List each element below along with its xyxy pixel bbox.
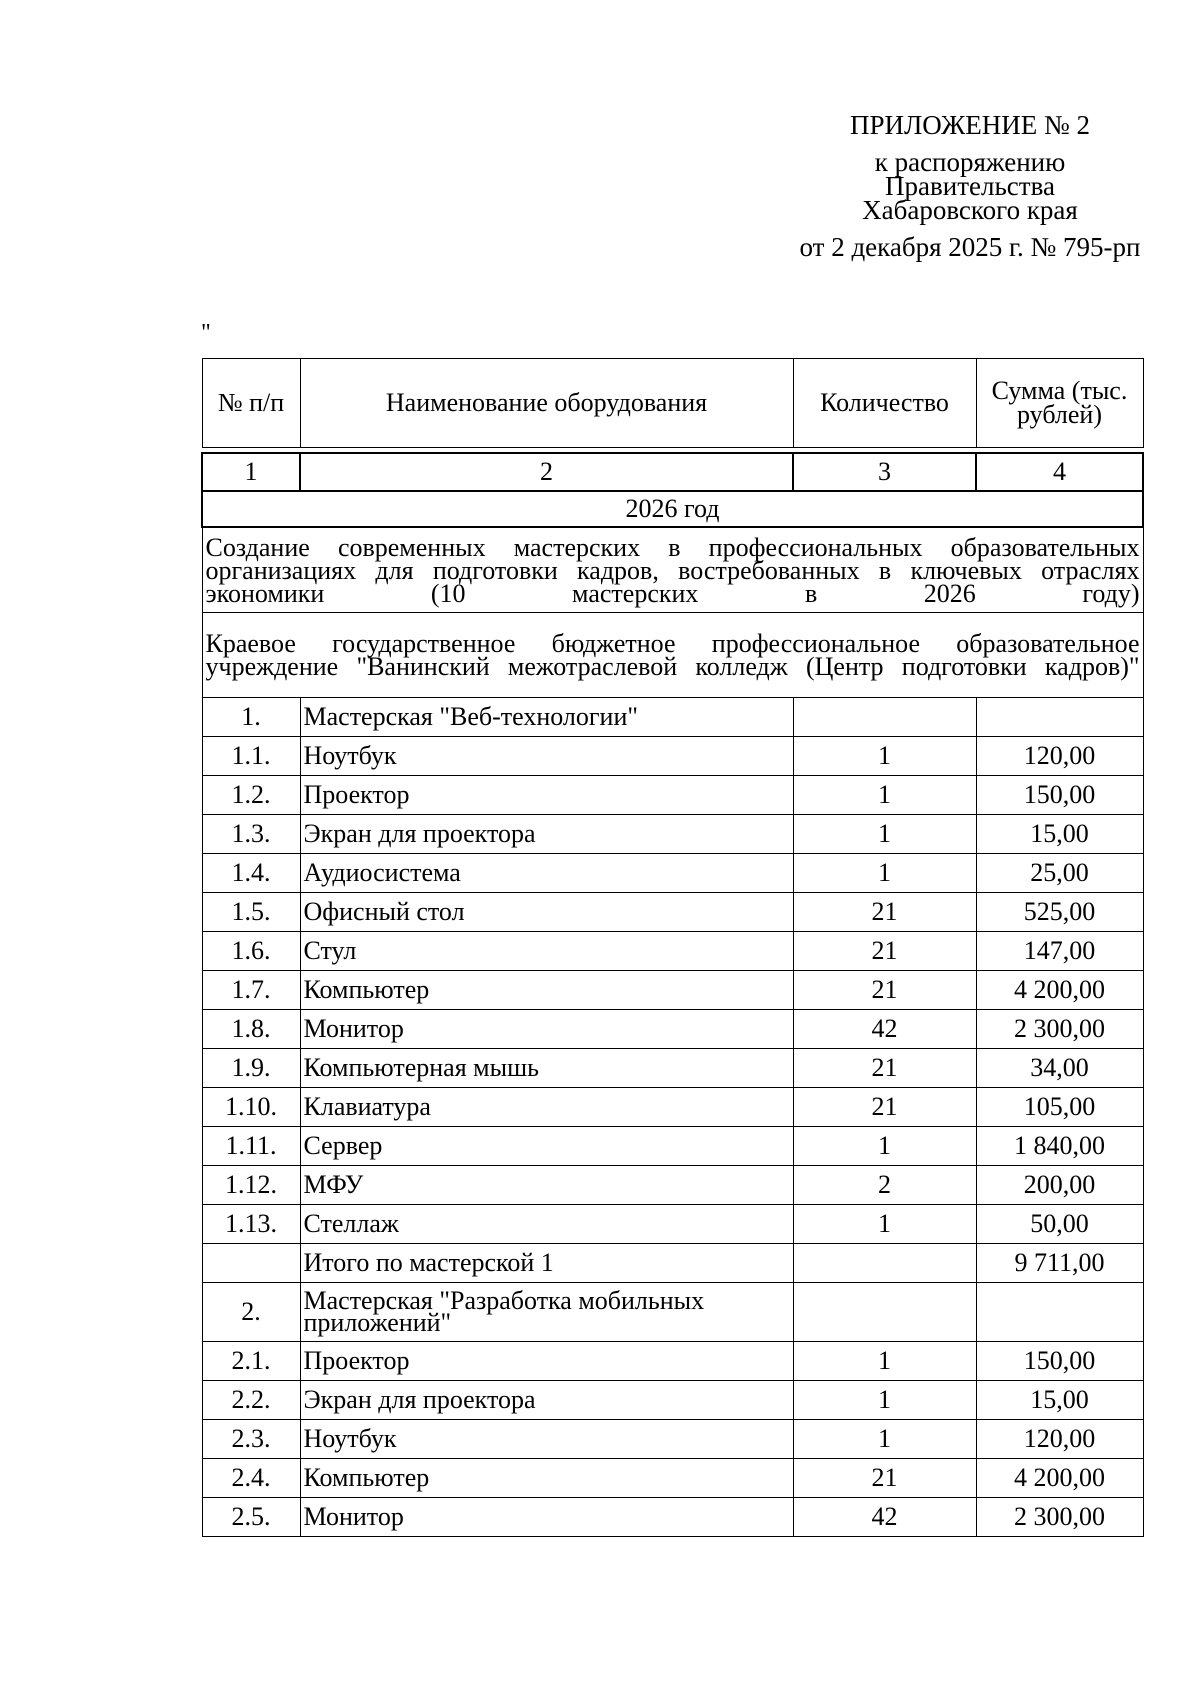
row-sum: 2 300,00 xyxy=(976,1498,1143,1537)
row-sum: 1 840,00 xyxy=(976,1127,1143,1166)
row-equipment-name: Мастерская "Разработка мобильных приложений" xyxy=(300,1283,793,1342)
row-number: 2.3. xyxy=(202,1420,300,1459)
year-label: 2026 год xyxy=(202,491,1143,527)
header-name: Наименование оборудования xyxy=(300,359,793,448)
row-quantity: 42 xyxy=(793,1010,976,1049)
section-row xyxy=(202,527,1143,613)
row-sum: 4 200,00 xyxy=(976,1459,1143,1498)
row-number: 1.3. xyxy=(202,815,300,854)
table-row xyxy=(202,1205,1143,1244)
row-quantity xyxy=(793,698,976,737)
row-equipment-name: Офисный стол xyxy=(300,893,793,932)
table-row xyxy=(202,1166,1143,1205)
table-row xyxy=(202,1498,1143,1537)
row-quantity: 21 xyxy=(793,1088,976,1127)
row-sum: 147,00 xyxy=(976,932,1143,971)
row-number: 1.13. xyxy=(202,1205,300,1244)
row-equipment-name: Сервер xyxy=(300,1127,793,1166)
table-row xyxy=(202,971,1143,1010)
row-quantity: 1 xyxy=(793,1205,976,1244)
row-quantity: 2 xyxy=(793,1166,976,1205)
table-header-row xyxy=(202,359,1143,448)
row-equipment-name: Компьютер xyxy=(300,1459,793,1498)
row-equipment-name: Ноутбук xyxy=(300,1420,793,1459)
row-equipment-name: Компьютер xyxy=(300,971,793,1010)
table-row xyxy=(202,1283,1143,1342)
row-number: 2. xyxy=(202,1283,300,1342)
table-row xyxy=(202,776,1143,815)
column-number: 3 xyxy=(793,453,976,491)
table-row xyxy=(202,893,1143,932)
table-row xyxy=(202,815,1143,854)
row-sum: 150,00 xyxy=(976,776,1143,815)
row-quantity: 21 xyxy=(793,1049,976,1088)
row-sum: 150,00 xyxy=(976,1342,1143,1381)
row-number: 1.10. xyxy=(202,1088,300,1127)
header-line-3: Хабаровского края xyxy=(862,195,1078,225)
table-row xyxy=(202,1244,1143,1283)
row-number: 1.7. xyxy=(202,971,300,1010)
institution-name: Краевое государственное бюджетное профессиональное образовательное учреждение "Ванинский межотраслевой колледж (Центр подготовки кадров)" xyxy=(202,613,1143,698)
section-title: Создание современных мастерских в профессиональных образовательных организациях для подготовки кадров, востребованных в ключевых отраслях экономики (10 мастерских в 2026 году) xyxy=(202,527,1143,613)
table-row xyxy=(202,1010,1143,1049)
row-sum xyxy=(976,698,1143,737)
row-sum: 15,00 xyxy=(976,1381,1143,1420)
table-row xyxy=(202,1049,1143,1088)
header-line-1: к распоряжению xyxy=(874,147,1066,177)
row-quantity: 21 xyxy=(793,932,976,971)
column-number: 4 xyxy=(976,453,1143,491)
row-sum: 34,00 xyxy=(976,1049,1143,1088)
row-sum: 9 711,00 xyxy=(976,1244,1143,1283)
row-equipment-name: МФУ xyxy=(300,1166,793,1205)
row-number: 1.4. xyxy=(202,854,300,893)
row-equipment-name: Компьютерная мышь xyxy=(300,1049,793,1088)
table-row xyxy=(202,698,1143,737)
row-sum: 2 300,00 xyxy=(976,1010,1143,1049)
row-sum: 120,00 xyxy=(976,737,1143,776)
table-row xyxy=(202,1127,1143,1166)
table-row xyxy=(202,737,1143,776)
row-equipment-name: Клавиатура xyxy=(300,1088,793,1127)
header-line-4: от 2 декабря 2025 г. № 795-рп xyxy=(799,232,1141,262)
column-number-row xyxy=(202,453,1143,491)
table-row xyxy=(202,854,1143,893)
row-number xyxy=(202,1244,300,1283)
row-quantity: 21 xyxy=(793,893,976,932)
row-equipment-name: Проектор xyxy=(300,1342,793,1381)
row-sum: 105,00 xyxy=(976,1088,1143,1127)
row-number: 2.4. xyxy=(202,1459,300,1498)
row-quantity: 1 xyxy=(793,1342,976,1381)
row-number: 2.2. xyxy=(202,1381,300,1420)
row-quantity: 1 xyxy=(793,854,976,893)
row-equipment-name: Монитор xyxy=(300,1010,793,1049)
row-quantity: 1 xyxy=(793,737,976,776)
row-quantity: 1 xyxy=(793,1381,976,1420)
row-number: 2.1. xyxy=(202,1342,300,1381)
row-quantity: 1 xyxy=(793,1420,976,1459)
row-equipment-name: Ноутбук xyxy=(300,737,793,776)
row-equipment-name: Проектор xyxy=(300,776,793,815)
row-number: 1.5. xyxy=(202,893,300,932)
row-number: 1.9. xyxy=(202,1049,300,1088)
row-equipment-name: Экран для проектора xyxy=(300,815,793,854)
header-line-2: Правительства xyxy=(885,171,1055,201)
row-number: 1.11. xyxy=(202,1127,300,1166)
row-equipment-name: Аудиосистема xyxy=(300,854,793,893)
table-row xyxy=(202,932,1143,971)
row-quantity: 21 xyxy=(793,971,976,1010)
row-sum: 200,00 xyxy=(976,1166,1143,1205)
row-equipment-name: Стул xyxy=(300,932,793,971)
row-sum: 525,00 xyxy=(976,893,1143,932)
row-quantity: 21 xyxy=(793,1459,976,1498)
row-sum: 4 200,00 xyxy=(976,971,1143,1010)
quote-mark: " xyxy=(201,320,211,346)
row-equipment-name: Итого по мастерской 1 xyxy=(300,1244,793,1283)
table-row xyxy=(202,1381,1143,1420)
row-number: 1. xyxy=(202,698,300,737)
row-quantity: 1 xyxy=(793,776,976,815)
header-number: № п/п xyxy=(202,359,300,448)
row-sum xyxy=(976,1283,1143,1342)
row-equipment-name: Монитор xyxy=(300,1498,793,1537)
institution-row xyxy=(202,613,1143,698)
column-number: 1 xyxy=(202,453,300,491)
row-quantity: 1 xyxy=(793,1127,976,1166)
equipment-table xyxy=(201,358,1144,1537)
row-number: 1.8. xyxy=(202,1010,300,1049)
row-quantity xyxy=(793,1244,976,1283)
row-equipment-name: Мастерская "Веб-технологии" xyxy=(300,698,793,737)
row-number: 1.6. xyxy=(202,932,300,971)
appendix-title: ПРИЛОЖЕНИЕ № 2 xyxy=(849,110,1091,140)
table-row xyxy=(202,1088,1143,1127)
row-equipment-name: Экран для проектора xyxy=(300,1381,793,1420)
row-sum: 25,00 xyxy=(976,854,1143,893)
row-number: 1.1. xyxy=(202,737,300,776)
row-sum: 50,00 xyxy=(976,1205,1143,1244)
row-quantity xyxy=(793,1283,976,1342)
row-number: 1.12. xyxy=(202,1166,300,1205)
table-row xyxy=(202,1420,1143,1459)
header-quantity: Количество xyxy=(793,359,976,448)
column-number: 2 xyxy=(300,453,793,491)
row-equipment-name: Стеллаж xyxy=(300,1205,793,1244)
table-row xyxy=(202,1342,1143,1381)
row-number: 1.2. xyxy=(202,776,300,815)
row-quantity: 1 xyxy=(793,815,976,854)
header-sum: Сумма (тыс. рублей) xyxy=(976,359,1143,448)
year-row xyxy=(202,491,1143,527)
row-quantity: 42 xyxy=(793,1498,976,1537)
table-row xyxy=(202,1459,1143,1498)
row-sum: 15,00 xyxy=(976,815,1143,854)
row-sum: 120,00 xyxy=(976,1420,1143,1459)
row-number: 2.5. xyxy=(202,1498,300,1537)
